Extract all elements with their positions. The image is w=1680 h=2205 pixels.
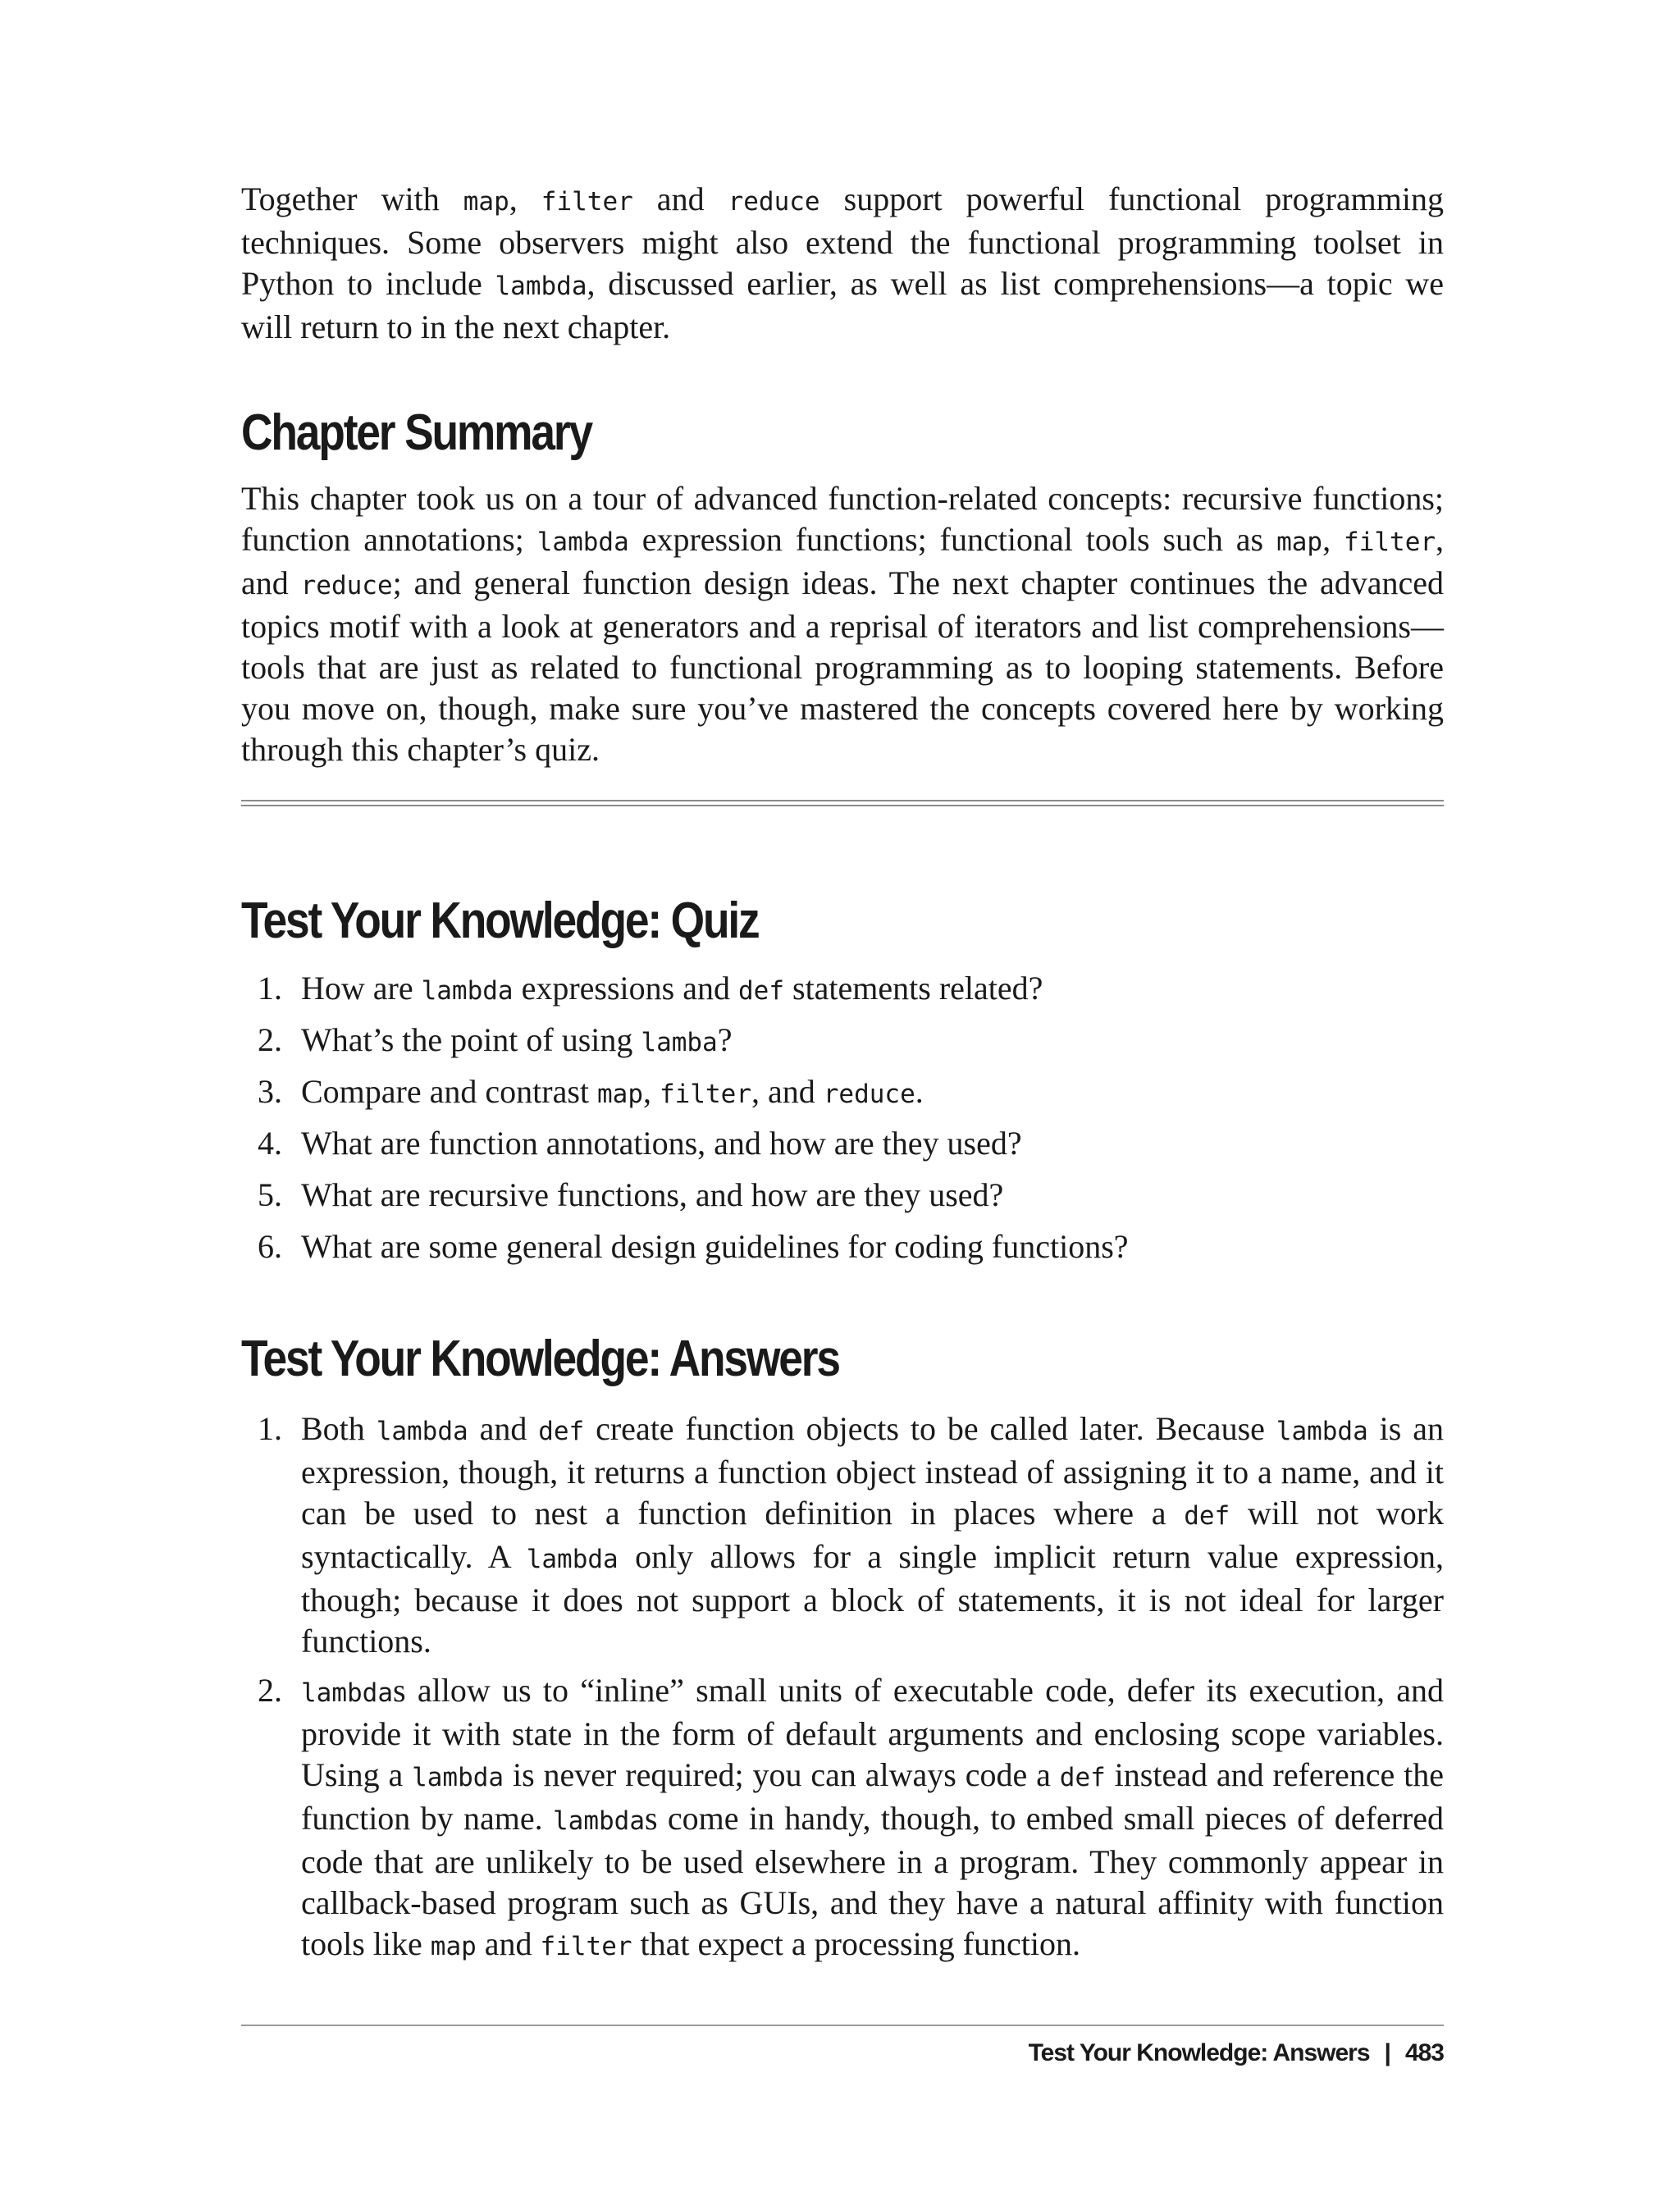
- section-heading-quiz: Test Your Knowledge: Quiz: [241, 892, 759, 949]
- code-filter: filter: [541, 187, 633, 217]
- quiz-item: 5. What are recursive functions, and how are they used?: [258, 1176, 1004, 1213]
- answer-item: 1. Both lambda and def create function objects to be called later. Because lambda is an expression, though, it returns a function object instead of assigning it to a name, and it can be used to nest a function definition in places where a def will not work syntactically. A lambda only allows for a single implicit return value expression, though; because it does not support a block of statements, it is not ideal for larger functions.: [258, 1410, 1445, 1659]
- quiz-item: 3. Compare and contrast map, filter, and reduce.: [258, 1073, 924, 1110]
- summary-paragraph: This chapter took us on a tour of advanced function-related concepts: recursive functions; function annotations; lambda expression functions; functional tools such as map, filter, and reduce; and general function design ideas. The next chapter continues the advanced topics motif with a look at generators and a reprisal of iterators and list comprehensions—tools that are just as related to functional programming as to looping statements. Before you move on, though, make sure you’ve mastered the concepts covered here by working through this chapter’s quiz.: [241, 480, 1445, 768]
- running-footer: [1029, 2039, 1444, 2067]
- quiz-item: 2. What’s the point of using lamba?: [258, 1021, 733, 1058]
- code-map: map: [463, 187, 509, 217]
- answer-item: 2. lambdas allow us to “inline” small units of executable code, defer its execution, and provide it with state in the form of default arguments and enclosing scope variables. Using a lambda is never required; you can always code a def instead and reference the function by name. lambdas come in handy, though, to embed small pieces of deferred code that are unlikely to be used elsewhere in a program. They commonly appear in callback-based program such as GUIs, and they have a natural affinity with function tools like map and filter that expect a processing function.: [258, 1672, 1445, 1962]
- code-reduce: reduce: [728, 187, 820, 217]
- code-lambda: lambda: [495, 272, 587, 301]
- book-page: [241, 0, 1444, 2205]
- quiz-item: 1. How are lambda expressions and def statements related?: [258, 970, 1043, 1007]
- footer-section-title: Test Your Knowledge: Answers: [1028, 2039, 1370, 2066]
- footer-separator: |: [1384, 2039, 1390, 2066]
- quiz-item: 6. What are some general design guidelines for coding functions?: [258, 1228, 1129, 1265]
- section-heading-chapter-summary: Chapter Summary: [241, 404, 592, 461]
- answers-list: [241, 1408, 1444, 1975]
- footer-rule: [241, 2025, 1444, 2026]
- quiz-list: [241, 968, 1444, 1278]
- section-heading-answers: Test Your Knowledge: Answers: [241, 1331, 839, 1387]
- page-number: 483: [1404, 2039, 1444, 2066]
- intro-paragraph: Together with map, filter and reduce support powerful functional programming techniques. Some observers might also extend the functional programming toolset in Python to include lambda, discussed earlier, as well as list comprehensions—a topic we will return to in the next chapter.: [241, 180, 1445, 345]
- section-divider: [241, 800, 1444, 808]
- quiz-item: 4. What are function annotations, and how are they used?: [258, 1125, 1022, 1162]
